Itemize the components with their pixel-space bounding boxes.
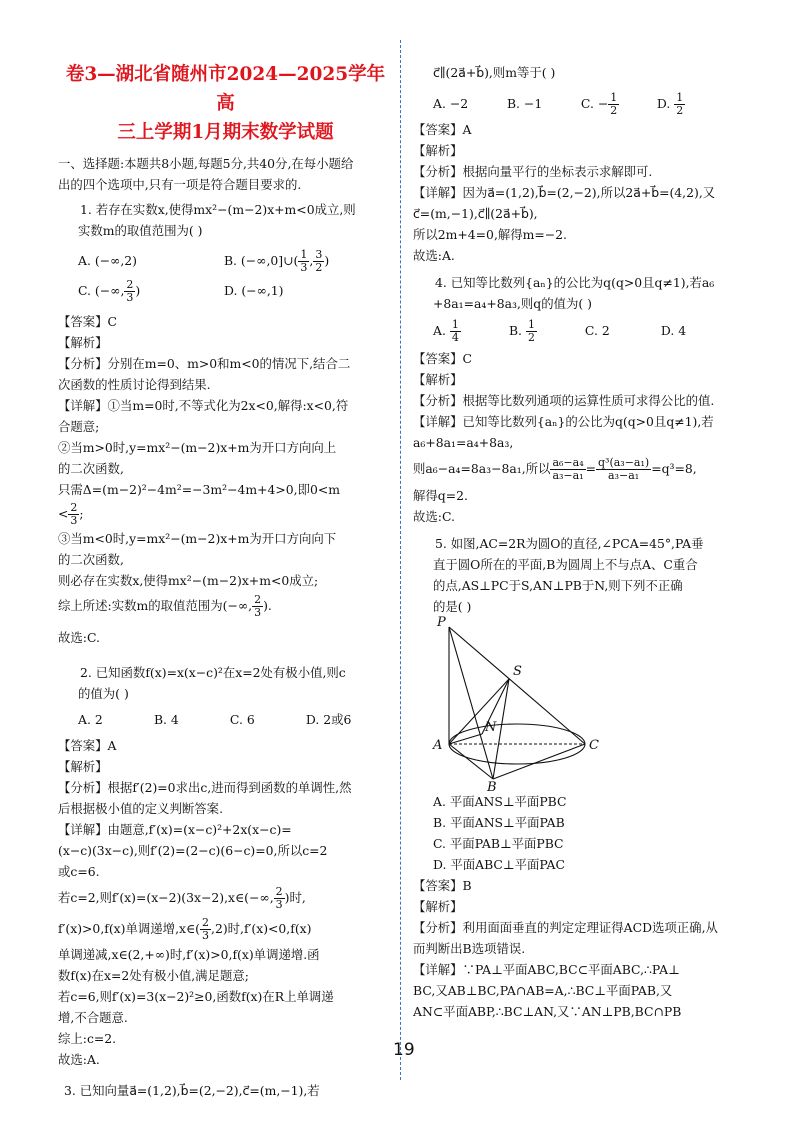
q4-option-a[interactable]: A. $\frac{1}{4}$ [433,318,459,344]
q1-detail: 合题意; [58,419,100,434]
q3-options [413,89,751,119]
q2-choose: 故选:A. [58,1052,100,1067]
q1-detail: 的二次函数, [58,461,124,476]
q2-detail: 综上:c=2. [58,1031,117,1046]
q5-detail: AN⊂平面ABP,∴BC⊥AN,又∵AN⊥PB,BC∩PB [413,1004,682,1019]
q1-options-row2 [58,275,393,307]
q3-detail: c⃗=(m,−1),c⃗∥(2a⃗+b⃗), [413,206,538,221]
q1-detail: 只需Δ=(m−2)²−4m²=−3m²−4m+4>0,即0<m [58,482,340,497]
q5-answer: 【答案】B [413,878,472,893]
q3-option-d[interactable]: D. $\frac{1}{2}$ [656,91,684,117]
q3-jiexi: 【解析】 [413,143,463,158]
q3-analysis: 【分析】根据向量平行的坐标表示求解即可. [413,164,653,179]
q1-choose: 故选:C. [58,630,100,645]
q1-option-c[interactable]: C. (−∞, $\frac{2}{3}$ ) [78,278,141,304]
q4-jiexi: 【解析】 [413,372,463,387]
q3-choose: 故选:A. [413,248,455,263]
label-n: N [485,720,497,735]
q1-detail-frac: < $\frac{2}{3}$ ; [58,501,84,527]
q5-jiexi: 【解析】 [413,899,463,914]
q3-stem: 3. 已知向量a⃗=(1,2),b⃗=(2,−2),c⃗=(m,−1),若 [64,1083,320,1098]
q2-options [58,709,393,730]
q3-detail: 【详解】因为a⃗=(1,2),b⃗=(2,−2),所以2a⃗+b⃗=(4,2),又 [413,185,716,200]
q4-analysis: 【分析】根据等比数列通项的运算性质可求得公比的值. [413,393,715,408]
q5-detail: 【详解】∵PA⊥平面ABC,BC⊂平面ABC,∴PA⊥ [413,962,680,977]
section-intro: 一、选择题:本题共8小题,每题5分,共40分,在每小题给 [58,156,354,171]
q1-analysis: 【分析】分别在m=0、m>0和m<0的情况下,结合二 [58,356,351,371]
q5-stem: 直于圆O所在的平面,B为圆周上不与点A、C重合 [433,557,698,572]
q1-detail: 【详解】①当m=0时,不等式化为2x<0,解得:x<0,符 [58,398,349,413]
title-line-1: 卷3—湖北省随州市2024—2025学年高 [65,64,386,114]
q2-option-c[interactable]: C. 6 [229,712,255,727]
q2-detail: 或c=6. [58,864,100,879]
right-column [413,0,751,1022]
q2-stem: 2. 已知函数f(x)=x(x−c)²在x=2处有极小值,则c [80,665,346,680]
q2-detail: (x−c)(3x−c),则f′(2)=(2−c)(6−c)=0,所以c=2 [58,843,328,858]
q2-option-a[interactable]: A. 2 [78,712,103,727]
q5-option-d[interactable]: D. 平面ABC⊥平面PAC [433,857,565,872]
q5-analysis: 而判断出B选项错误. [413,941,526,956]
q2-option-b[interactable]: B. 4 [153,712,179,727]
q5-option-a[interactable]: A. 平面ANS⊥平面PBC [433,794,567,809]
q1-answer: 【答案】C [58,314,118,329]
q4-stem: +8a₁=a₄+8a₃,则q的值为( ) [433,296,593,311]
column-divider [400,40,401,1080]
q5-geometry-figure [413,615,751,795]
q4-answer: 【答案】C [413,351,473,366]
page-number: 19 [393,1040,415,1060]
q4-option-d[interactable]: D. 4 [660,323,687,338]
q2-option-d[interactable]: D. 2或6 [305,712,352,727]
q4-detail: a₆+8a₁=a₄+8a₃, [413,435,514,450]
q4-choose: 故选:C. [413,509,455,524]
q2-detail: 增,不合题意. [58,1010,128,1025]
q4-detail: 解得q=2. [413,488,468,503]
title-line-2: 三上学期1月期末数学试题 [117,122,334,143]
q2-analysis: 【分析】根据f′(2)=0求出c,进而得到函数的单调性,然 [58,780,352,795]
q1-options-row1 [58,247,393,275]
segment-pc [449,627,585,744]
q3-answer: 【答案】A [413,122,472,137]
q1-detail: ③当m<0时,y=mx²−(m−2)x+m为开口方向向下 [58,531,337,546]
q5-stem: 的是( ) [433,599,472,614]
q1-option-b[interactable]: B. (−∞,0]∪( $\frac{1}{3}$ , $\frac{3}{2}$ ) [223,248,330,274]
q2-jiexi: 【解析】 [58,759,108,774]
section-intro: 出的四个选项中,只有一项是符合题目要求的. [58,177,302,192]
q1-detail: 则必存在实数x,使得mx²−(m−2)x+m<0成立; [58,573,319,588]
q3-option-a[interactable]: A. −2 [433,96,469,111]
q4-stem: 4. 已知等比数列{aₙ}的公比为q(q>0且q≠1),若a₆ [435,275,715,290]
q3-option-b[interactable]: B. −1 [506,96,543,111]
q2-answer: 【答案】A [58,738,117,753]
q1-summary: 综上所述:实数m的取值范围为(−∞, $\frac{2}{3}$ ). [58,593,272,619]
q2-detail: 数f(x)在x=2处有极小值,满足题意; [58,968,249,983]
segment-bc [493,744,585,779]
q5-option-b[interactable]: B. 平面ANS⊥平面PAB [433,815,565,830]
q4-options [413,314,751,348]
q5-analysis: 【分析】利用面面垂直的判定定理证得ACD选项正确,从 [413,920,718,935]
q4-detail: 【详解】已知等比数列{aₙ}的公比为q(q>0且q≠1),若 [413,414,714,429]
q3-detail: 所以2m+4=0,解得m=−2. [413,227,567,242]
q5-stem: 的点,AS⊥PC于S,AN⊥PB于N,则下列不正确 [433,578,683,593]
q1-jiexi: 【解析】 [58,335,108,350]
label-a: A [433,738,443,753]
label-p: P [437,615,446,630]
q5-option-c[interactable]: C. 平面PAB⊥平面PBC [433,836,564,851]
q1-stem: 1. 若存在实数x,使得mx²−(m−2)x+m<0成立,则 [80,202,356,217]
q1-stem: 实数m的取值范围为( ) [78,223,203,238]
q4-equation: 则a₆−a₄=8a₃−8a₁,所以 $\frac{\text{a₆−a₄}}{\text{a₃−a₁}}$ = $\frac{\text{q³(a₃−a₁)}}{\text{a₃−a₁}}$ =q³=8, [413,456,697,482]
q2-detail: 【详解】由题意,f′(x)=(x−c)²+2x(x−c)= [58,822,292,837]
q5-stem: 5. 如图,AC=2R为圆O的直径,∠PCA=45°,PA垂 [435,536,704,551]
q4-option-b[interactable]: B. $\frac{1}{2}$ [508,318,535,344]
label-s: S [513,664,522,679]
q4-option-c[interactable]: C. 2 [584,323,610,338]
left-column [58,0,393,1101]
q1-option-d[interactable]: D. (−∞,1) [223,283,284,298]
q2-detail: 若c=6,则f′(x)=3(x−2)²≥0,函数f(x)在R上单调递 [58,989,334,1004]
label-b: B [487,780,497,795]
q1-analysis: 次函数的性质讨论得到结果. [58,377,211,392]
q1-option-a[interactable]: A. (−∞,2) [78,253,138,268]
q1-detail: ②当m>0时,y=mx²−(m−2)x+m为开口方向向上 [58,440,337,455]
q2-detail: 单调递减,x∈(2,+∞)时,f′(x)>0,f(x)单调递增.函 [58,947,320,962]
q3-option-c[interactable]: C. − $\frac{1}{2}$ [580,91,618,117]
q2-analysis: 后根据极小值的定义判断答案. [58,801,224,816]
label-c: C [589,738,599,753]
q2-case-c2: 若c=2,则f′(x)=(x−2)(3x−2),x∈(−∞, $\frac{2}{3}$ )时, [58,885,306,911]
q5-detail: BC,又AB⊥BC,PA∩AB=A,∴BC⊥平面PAB,又 [413,983,673,998]
q2-case-c2-mono: f′(x)>0,f(x)单调递增,x∈( $\frac{2}{3}$ ,2)时,f′(x)<0,f(x) [58,916,312,942]
q1-detail: 的二次函数, [58,552,124,567]
q2-stem: 的值为( ) [78,686,129,701]
q3-stem-cont: c⃗∥(2a⃗+b⃗),则m等于( ) [433,65,556,80]
